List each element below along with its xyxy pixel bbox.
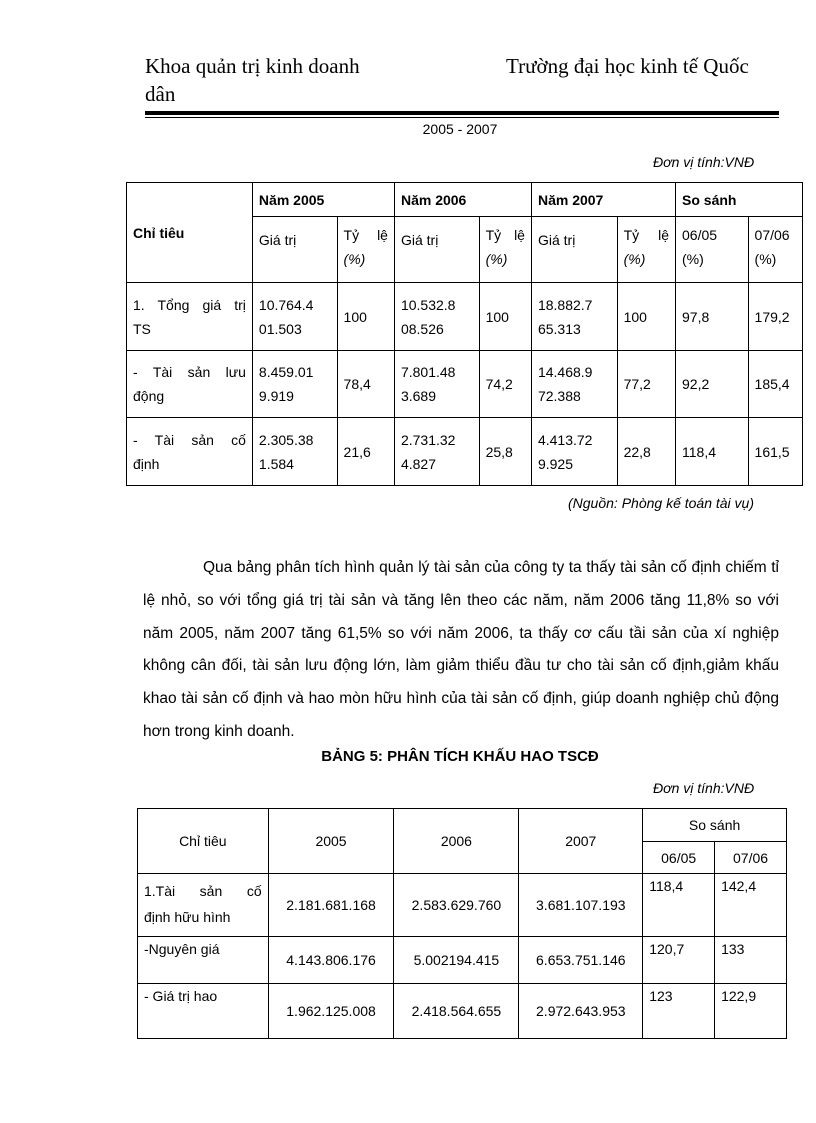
header-year-2006: Năm 2006: [394, 183, 531, 217]
table5-title: BẢNG 5: PHÂN TÍCH KHẤU HAO TSCĐ: [321, 748, 599, 765]
cell-value-2005: 10.764.4 01.503: [252, 283, 337, 351]
cell-value-2006: 10.532.8 08.526: [394, 283, 479, 351]
cell-0605: 120,7: [643, 937, 715, 984]
years-caption: 2005 - 2007: [422, 121, 498, 137]
unit-note-2: Đơn vị tính:VNĐ: [653, 780, 755, 796]
cell-compare-0706: 179,2: [748, 283, 802, 351]
row-label: - Tài sản lưu động: [127, 351, 253, 418]
sub-value-2005: Giá trị: [252, 217, 337, 283]
row-label: 1.Tài sản cố định hữu hình: [138, 874, 269, 937]
depreciation-table: [137, 808, 787, 1039]
cell-0706: 122,9: [715, 984, 787, 1039]
cell-value-2006: 2.731.32 4.827: [394, 418, 479, 486]
cell-2007: 3.681.107.193: [519, 874, 643, 937]
table-row: [138, 937, 787, 984]
analysis-paragraph: [143, 552, 779, 749]
header-faculty-line1: Khoa quản trị kinh doanh: [145, 54, 360, 78]
header-chi-tieu: Chỉ tiêu: [138, 809, 269, 874]
row-label: - Tài sản cố định: [127, 418, 253, 486]
header-2006: 2006: [394, 809, 519, 874]
cell-compare-0706: 161,5: [748, 418, 802, 486]
cell-2005: 2.181.681.168: [268, 874, 394, 937]
cell-ratio-2006: 25,8: [479, 418, 531, 486]
sub-ratio-2005: Tỷ lệ (%): [337, 217, 394, 283]
table-row: [127, 283, 803, 351]
sub-ratio-2007: Tỷ lệ (%): [617, 217, 675, 283]
cell-0706: 142,4: [715, 874, 787, 937]
asset-structure-table: [126, 182, 803, 486]
header-2005: 2005: [268, 809, 394, 874]
cell-ratio-2006: 100: [479, 283, 531, 351]
header-faculty-line2: dân: [145, 82, 176, 106]
sub-compare-0605: 06/05 (%): [676, 217, 749, 283]
cell-value-2006: 7.801.48 3.689: [394, 351, 479, 418]
cell-ratio-2005: 78,4: [337, 351, 394, 418]
cell-2007: 6.653.751.146: [519, 937, 643, 984]
cell-2005: 4.143.806.176: [268, 937, 394, 984]
cell-compare-0605: 92,2: [676, 351, 749, 418]
cell-compare-0605: 97,8: [676, 283, 749, 351]
table-header-row: [127, 183, 803, 217]
cell-value-2005: 2.305.38 1.584: [252, 418, 337, 486]
header-compare: So sánh: [643, 809, 787, 842]
cell-2006: 5.002194.415: [394, 937, 519, 984]
table-header-row: [138, 809, 787, 842]
header-2007: 2007: [519, 809, 643, 874]
header-rule-thin: [145, 117, 779, 118]
sub-compare-0706: 07/06 (%): [748, 217, 802, 283]
cell-0605: 118,4: [643, 874, 715, 937]
cell-value-2007: 18.882.7 65.313: [531, 283, 617, 351]
cell-2006: 2.583.629.760: [394, 874, 519, 937]
table-row: [127, 351, 803, 418]
header-year-2007: Năm 2007: [531, 183, 675, 217]
cell-2007: 2.972.643.953: [519, 984, 643, 1039]
row-label: - Giá trị hao: [138, 984, 269, 1039]
cell-0605: 123: [643, 984, 715, 1039]
cell-ratio-2007: 77,2: [617, 351, 675, 418]
header-0706: 07/06: [715, 842, 787, 874]
cell-0706: 133: [715, 937, 787, 984]
cell-ratio-2005: 100: [337, 283, 394, 351]
cell-2005: 1.962.125.008: [268, 984, 394, 1039]
table-row: [138, 874, 787, 937]
header-0605: 06/05: [643, 842, 715, 874]
cell-ratio-2007: 22,8: [617, 418, 675, 486]
sub-value-2006: Giá trị: [394, 217, 479, 283]
header-compare: So sánh: [676, 183, 803, 217]
unit-note-1: Đơn vị tính:VNĐ: [653, 154, 755, 170]
header-faculty: [145, 52, 360, 108]
cell-ratio-2007: 100: [617, 283, 675, 351]
table-row: [138, 984, 787, 1039]
cell-compare-0605: 118,4: [676, 418, 749, 486]
source-note: (Nguồn: Phòng kế toán tài vụ): [568, 495, 755, 511]
sub-value-2007: Giá trị: [531, 217, 617, 283]
cell-2006: 2.418.564.655: [394, 984, 519, 1039]
header-university: Trường đại học kinh tế Quốc: [506, 54, 749, 78]
sub-ratio-2006: Tỷ lệ (%): [479, 217, 531, 283]
cell-ratio-2005: 21,6: [337, 418, 394, 486]
header-year-2005: Năm 2005: [252, 183, 394, 217]
cell-ratio-2006: 74,2: [479, 351, 531, 418]
table-row: [127, 418, 803, 486]
cell-value-2007: 4.413.72 9.925: [531, 418, 617, 486]
analysis-text: Qua bảng phân tích hình quản lý tài sản của công ty ta thấy tài sản cố định chiếm tỉ lệ nhỏ, so với tổng giá trị tài sản và tăng lên theo các năm, năm 2006 tăng 11,8% so với năm 2005, năm 2007 tăng 61,5% so với năm 2006, ta thấy cơ cấu tầi sản của xí nghiệp không cân đối, tài sản lưu động lớn, làm giảm thiểu đầu tư cho tài sản cố định,giảm khấu khao tài sản cố định và hao mòn hữu hình của tài sản cố định, giúp doanh nghiệp chủ động hơn trong kinh doanh.: [143, 559, 779, 740]
header-chi-tieu: Chỉ tiêu: [127, 183, 253, 283]
row-label: -Nguyên giá: [138, 937, 269, 984]
cell-value-2007: 14.468.9 72.388: [531, 351, 617, 418]
header-rule-thick: [145, 111, 779, 115]
row-label: 1. Tổng giá trị TS: [127, 283, 253, 351]
cell-compare-0706: 185,4: [748, 351, 802, 418]
cell-value-2005: 8.459.01 9.919: [252, 351, 337, 418]
